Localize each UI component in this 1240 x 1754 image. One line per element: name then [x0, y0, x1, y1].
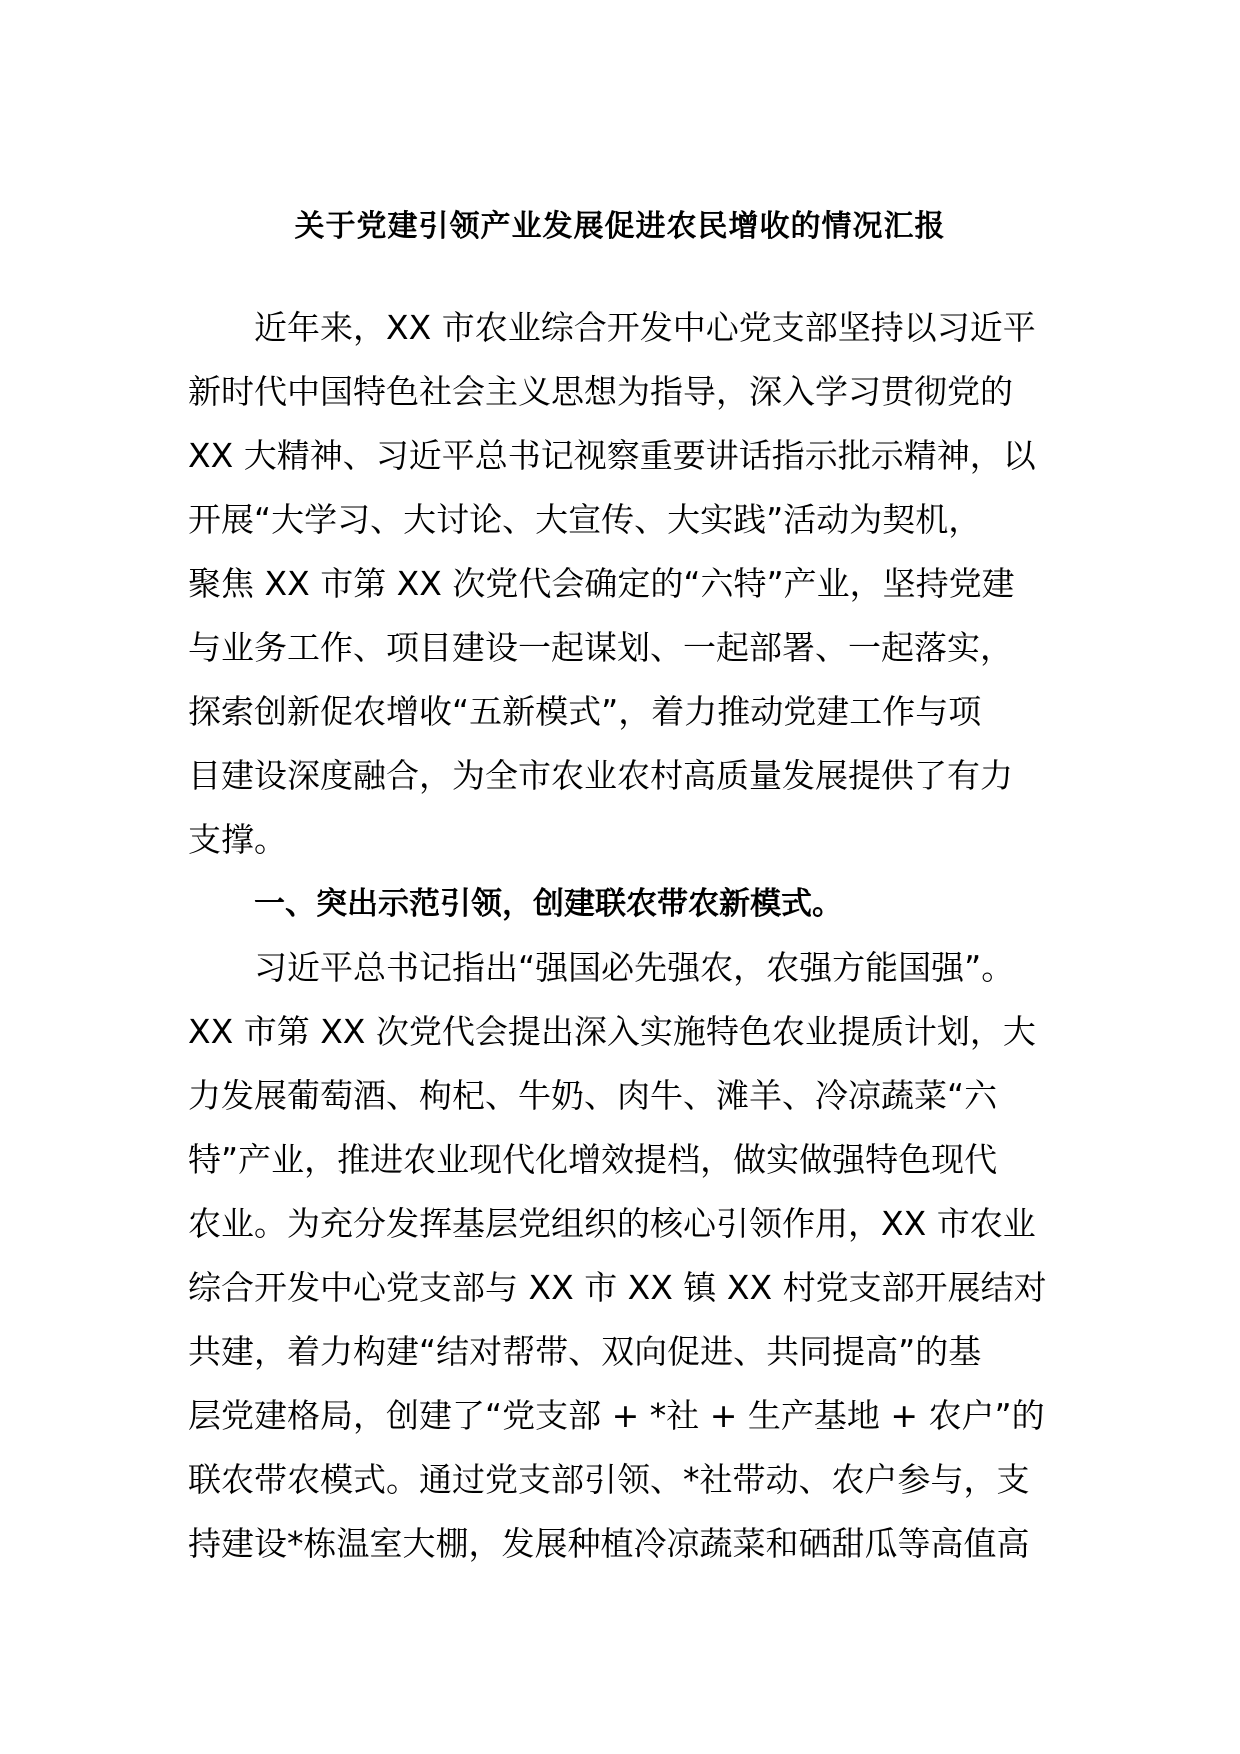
paragraph-line: 力发展葡萄酒、枸杞、牛奶、肉牛、滩羊、冷凉蔬菜“六: [188, 1076, 998, 1115]
paragraph-line: 特”产业，推进农业现代化增效提档，做实做强特色现代: [188, 1140, 998, 1179]
section-heading: 一、突出示范引领，创建联农带农新模式。: [254, 886, 843, 922]
paragraph-line: 综合开发中心党支部与 XX 市 XX 镇 XX 村党支部开展结对: [188, 1268, 1047, 1307]
paragraph-line: 共建，着力构建“结对帮带、双向促进、共同提高”的基: [188, 1332, 982, 1371]
paragraph-line: XX 市第 XX 次党代会提出深入实施特色农业提质计划，大: [188, 1012, 1036, 1051]
paragraph-line: 聚焦 XX 市第 XX 次党代会确定的“六特”产业，坚持党建: [188, 564, 1015, 603]
document-title: 关于党建引领产业发展促进农民增收的情况汇报: [294, 209, 946, 244]
paragraph-line: 层党建格局，创建了“党支部 + *社 + 生产基地 + 农户”的: [188, 1396, 1045, 1435]
paragraph-line: XX 大精神、习近平总书记视察重要讲话指示批示精神，以: [188, 436, 1036, 475]
document-body: [188, 296, 1056, 1576]
paragraph-line: 支撑。: [188, 820, 287, 859]
paragraph-line: 农业。为充分发挥基层党组织的核心引领作用，XX 市农业: [188, 1204, 1036, 1243]
paragraph-line: 与业务工作、项目建设一起谋划、一起部署、一起落实，: [188, 628, 1013, 667]
paragraph-line: 习近平总书记指出“强国必先强农，农强方能国强”。: [254, 948, 1015, 987]
paragraph-line: 开展“大学习、大讨论、大宣传、大实践”活动为契机，: [188, 500, 982, 539]
paragraph-line: 近年来，XX 市农业综合开发中心党支部坚持以习近平: [254, 308, 1036, 347]
paragraph-line: 持建设*栋温室大棚，发展种植冷凉蔬菜和硒甜瓜等高值高: [188, 1524, 1030, 1563]
paragraph-line: 探索创新促农增收“五新模式”，着力推动党建工作与项: [188, 692, 982, 731]
paragraph-line: 目建设深度融合，为全市农业农村高质量发展提供了有力: [188, 756, 1013, 795]
paragraph-line: 联农带农模式。通过党支部引领、*社带动、农户参与，支: [188, 1460, 1030, 1499]
paragraph-line: 新时代中国特色社会主义思想为指导，深入学习贯彻党的: [188, 372, 1013, 411]
